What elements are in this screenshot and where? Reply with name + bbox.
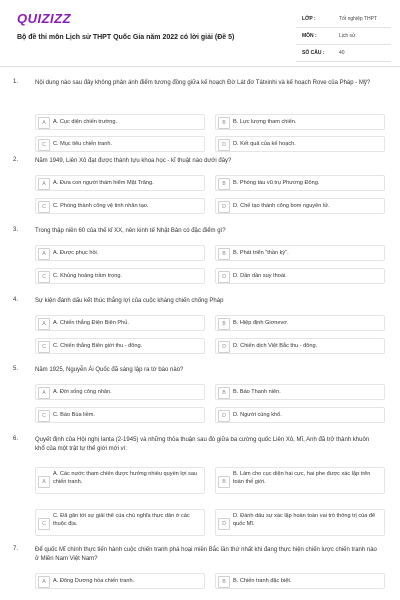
answer-option[interactable] [215,467,385,494]
option-letter: C [38,410,50,422]
option-letter: B [218,117,230,129]
answer-option[interactable] [35,136,205,152]
answer-option[interactable] [35,384,205,400]
option-letter: A [38,387,50,399]
option-text: D. Đánh dấu sự xác lập hoàn toàn vai trò thống trị của để quốc Mĩ. [233,513,376,527]
option-text: C. Phóng thành công vệ tinh nhân tạo. [53,203,149,209]
answer-option[interactable] [35,407,205,423]
answer-option[interactable] [215,245,385,261]
question-number: 6. [13,436,19,442]
answer-option[interactable] [35,315,205,331]
question-text: Để quốc Mĩ chính thực tiến hành cuộc chiến tranh phá hoại miền Bắc lần thứ nhất khi đang thực hiện chiến lược chiến tranh nào ở Miền Nam Việt Nam? [35,547,377,562]
option-letter: C [38,139,50,151]
answer-option[interactable] [215,573,385,589]
option-letter: A [38,576,50,588]
answer-option[interactable] [215,175,385,191]
question-number: 4. [13,297,19,303]
option-letter: B [218,318,230,330]
option-letter: C [38,201,50,213]
option-text: D. Kết quả của kế hoạch. [233,141,296,147]
option-letter: D [218,518,230,530]
option-text: A. Đông Dương hóa chiến tranh. [53,578,135,584]
meta-value: Lịch sử [339,33,356,39]
question-text: Trong thập niên 60 của thế kỉ XX, nền kinh tế Nhật Bản có đặc điểm gì? [35,228,226,234]
question-number: 3. [13,227,19,233]
meta-value: Tốt nghiệp THPT [339,16,377,22]
meta-key: SỐ CÂU : [302,50,325,56]
option-text: D. Chế tạo thành công bom nguyên tử. [233,203,330,209]
answer-option[interactable] [35,467,205,494]
option-text: C. Báo Búa liềm. [53,412,95,418]
option-text: D. Người cùng khổ. [233,412,282,418]
option-text: A. Chiến thắng Điện Biên Phủ. [53,320,129,326]
option-text: C. Đã gắn tới sự giải thể của chủ nghĩa thực dân ở các thuộc địa. [53,513,190,527]
option-text: B. Phóng tàu vũ trụ Phương Đông. [233,180,320,186]
answer-option[interactable] [215,384,385,400]
question-text: Năm 1925, Nguyễn Ái Quốc đã sáng lập ra tờ báo nào? [35,367,184,373]
page-title: Bộ đề thi môn Lịch sử THPT Quốc Gia năm 2022 có lời giải (Đề 5) [17,34,235,41]
option-text: A. Đưa con người thám hiểm Mặt Trăng. [53,180,154,186]
answer-option[interactable] [35,338,205,354]
meta-row-subject [296,28,391,45]
option-text: A. Đời sống công nhân. [53,389,112,395]
question-text: Sự kiện đánh dấu kết thúc thắng lợi của cuộc kháng chiến chống Pháp [35,298,224,304]
option-text: B. Làm cho cục diện hai cực, hai phe được xác lập trên toàn thế giới. [233,471,371,485]
option-letter: A [38,318,50,330]
answer-option[interactable] [215,136,385,152]
option-letter: B [218,387,230,399]
answer-option[interactable] [215,198,385,214]
option-letter: C [38,518,50,530]
answer-option[interactable] [215,338,385,354]
option-letter: D [218,410,230,422]
option-text: A. Các nước tham chiến được hưởng nhiều quyền lợi sau chiến tranh. [53,471,198,485]
question-number: 1. [13,79,19,85]
option-text: D. Chiến dịch Việt Bắc thu - đông. [233,343,318,349]
answer-option[interactable] [215,407,385,423]
header [0,0,400,66]
answer-option[interactable] [215,315,385,331]
meta-value: 40 [339,50,345,56]
option-text: D. Dần dần suy thoái. [233,273,287,279]
option-letter: A [38,476,50,488]
option-text: A. Được phục hồi. [53,250,99,256]
option-text: C. Khủng hoảng trầm trọng. [53,273,123,279]
meta-row-count [296,45,391,62]
question-number: 7. [13,546,19,552]
question-number: 5. [13,366,19,372]
answer-option[interactable] [35,509,205,536]
option-text: A. Cục diện chiến trường. [53,119,118,125]
option-letter: B [218,248,230,260]
option-letter: A [38,248,50,260]
option-letter: B [218,178,230,190]
option-text: B. Phát triển “thần kỳ”. [233,250,289,256]
option-text: B. Báo Thanh niên. [233,389,281,395]
option-letter: B [218,576,230,588]
question-text: Quyết định của Hội nghị Ianta (2-1945) và những thỏa thuận sau đó giữa ba cường quốc Liên Xô, Mĩ, Anh đã trở thành khuôn khổ của một trật tự thế giới mới vì: [35,437,370,452]
meta-key: MÔN : [302,33,317,39]
answer-option[interactable] [35,245,205,261]
option-text: C. Chiến thắng Biên giới thu - đông. [53,343,143,349]
question-text: Năm 1949, Liên Xô đạt được thành tựu khoa học - kĩ thuật nào dưới đây? [35,158,232,164]
answer-option[interactable] [35,175,205,191]
meta-table [296,11,391,62]
option-letter: C [38,341,50,353]
answer-option[interactable] [35,573,205,589]
option-letter: D [218,139,230,151]
question-number: 2. [13,157,19,163]
option-letter: B [218,476,230,488]
answer-option[interactable] [215,114,385,130]
option-letter: C [38,271,50,283]
option-text: B. Hiệp định Giơnevơ. [233,320,289,326]
option-text: B. Chiến tranh đặc biệt. [233,578,292,584]
meta-key: LỚP : [302,16,316,22]
question-text: Nội dung nào sau đây không phản ánh điểm tương đồng giữa kế hoạch Đờ Lát đơ Tátxinhi và kế hoạch Rove của Pháp - Mỹ? [35,80,371,86]
header-divider [0,66,400,67]
option-letter: D [218,201,230,213]
meta-row-class [296,11,391,28]
answer-option[interactable] [35,114,205,130]
option-letter: A [38,178,50,190]
option-text: B. Lực lượng tham chiến. [233,119,297,125]
answer-option[interactable] [35,198,205,214]
answer-option[interactable] [215,509,385,536]
answer-option[interactable] [35,268,205,284]
option-letter: D [218,271,230,283]
option-text: C. Mục tiêu chiến tranh. [53,141,113,147]
quizizz-logo: QUIZIZZ [17,11,72,26]
answer-option[interactable] [215,268,385,284]
option-letter: A [38,117,50,129]
option-letter: D [218,341,230,353]
